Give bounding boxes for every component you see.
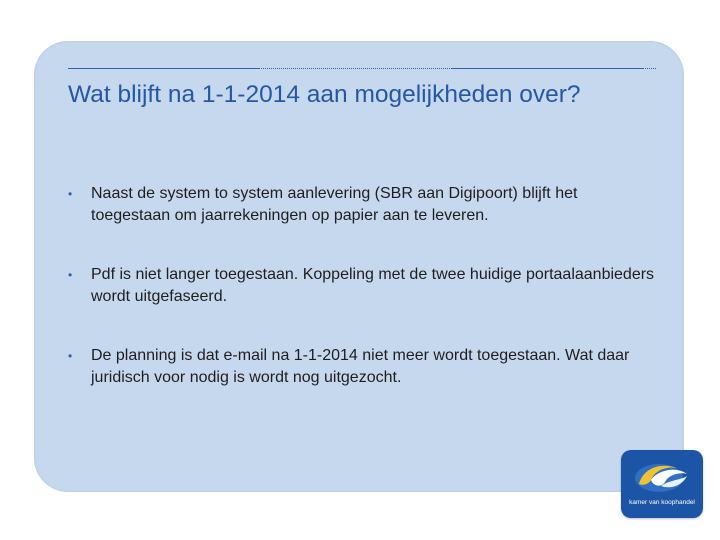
bullet-text: De planning is dat e-mail na 1-1-2014 niet meer wordt toegestaan. Wat daar juridisch voor nodig is wordt nog uitgezocht.: [91, 347, 630, 386]
kvk-logo: [621, 450, 703, 518]
bullet-item: [66, 183, 656, 227]
bullet-text: Naast de system to system aanlevering (SBR aan Digipoort) blijft het toegestaan om jaarrekeningen op papier aan te leveren.: [91, 185, 578, 224]
title-divider-solid-right: [452, 68, 644, 69]
title-divider: [68, 68, 656, 69]
bullet-item: [66, 345, 656, 389]
bullet-list: [66, 183, 656, 426]
kvk-logo-text: kamer van koophandel: [629, 499, 695, 506]
kvk-logo-mark-icon: [621, 450, 703, 518]
title-divider-solid-left: [68, 68, 260, 69]
bullet-text: Pdf is niet langer toegestaan. Koppeling met de twee huidige portaalaanbieders wordt uitgefaseerd.: [91, 266, 655, 305]
bullet-item: [66, 264, 656, 308]
bullet-marker: •: [68, 349, 73, 363]
bullet-marker: •: [68, 187, 73, 201]
bullet-marker: •: [68, 268, 73, 282]
slide-title: Wat blijft na 1-1-2014 aan mogelijkheden over?: [68, 81, 581, 108]
